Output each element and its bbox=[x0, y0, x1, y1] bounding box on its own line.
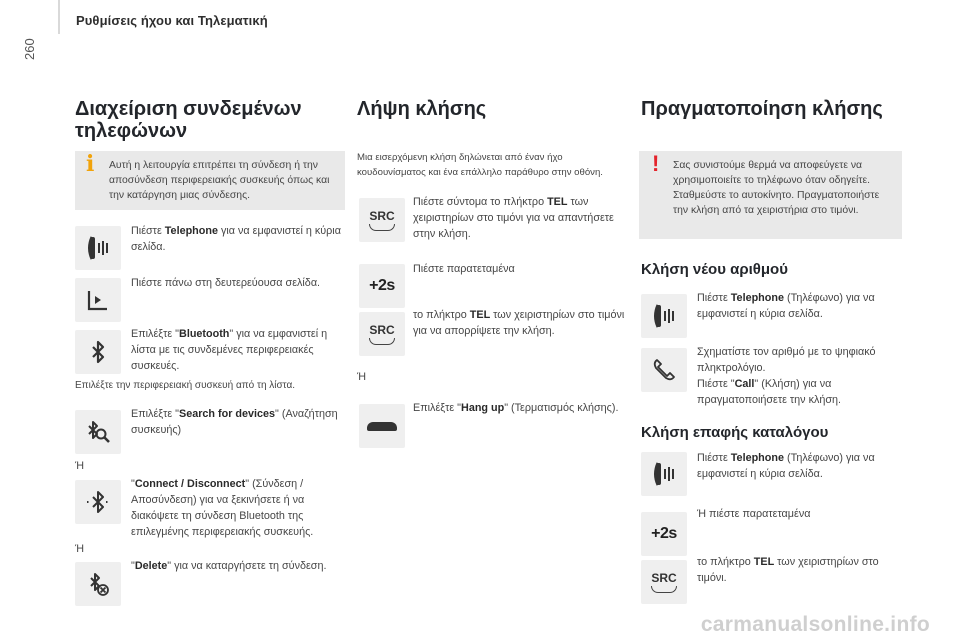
phone-handset-icon bbox=[83, 233, 113, 263]
telephone-icon-box bbox=[75, 226, 121, 270]
watermark: carmanualsonline.info bbox=[700, 613, 930, 636]
long-press-icon: +2s bbox=[651, 525, 677, 542]
bluetooth-connect-icon bbox=[83, 487, 113, 517]
menu-icon bbox=[83, 285, 113, 315]
section-title-receive-call: Λήψη κλήσης bbox=[357, 98, 487, 120]
or-label: Ή bbox=[75, 543, 85, 555]
step-tel-button: το πλήκτρο TEL των χειριστηρίων στο τιμόνι. bbox=[697, 556, 879, 584]
note-select-device: Επιλέξτε την περιφερειακή συσκευή από τη λίστα. bbox=[75, 380, 296, 391]
info-icon: i bbox=[86, 151, 95, 177]
src-button-icon: SRC bbox=[651, 572, 677, 593]
warning-box: ! Σας συνιστούμε θερμά να αποφεύγετε να χρησιμοποιείτε το τηλέφωνο όταν οδηγείτε. Σταθμεύστε το αυτοκίνητο. Πραγματοποιήστε την κλήση από τα χειριστήρια στο τιμόνι. bbox=[639, 151, 902, 239]
hang-up-box bbox=[359, 404, 405, 448]
long-press-icon: +2s bbox=[369, 277, 395, 294]
step-hang-up: Επιλέξτε "Hang up" (Τερματισμός κλήσης). bbox=[413, 402, 619, 414]
step-telephone: Πιέστε Telephone (Τηλέφωνο) για να εμφανιστεί η κύρια σελίδα. bbox=[697, 292, 875, 320]
step-long-press: Πιέστε παρατεταμένα bbox=[413, 263, 515, 275]
src-button-box bbox=[359, 198, 405, 242]
bluetooth-search-icon bbox=[83, 417, 113, 447]
call-handset-icon bbox=[649, 355, 679, 385]
src-button-box bbox=[359, 312, 405, 356]
step-connect-disconnect: "Connect / Disconnect" (Σύνδεση / Αποσύνδεση) για να ξεκινήσετε ή να διακόψετε τη σύνδεση Bluetooth της επιλεγμένης περιφερειακής συσκευής. bbox=[131, 478, 314, 538]
phone-handset-icon bbox=[649, 301, 679, 331]
step-long-press: Ή πιέστε παρατεταμένα bbox=[697, 508, 811, 520]
step-delete: "Delete" για να καταργήσετε τη σύνδεση. bbox=[131, 560, 327, 572]
bluetooth-delete-icon bbox=[83, 569, 113, 599]
long-press-box bbox=[359, 264, 405, 308]
bluetooth-icon bbox=[83, 337, 113, 367]
telephone-icon-box bbox=[641, 452, 687, 496]
page-header: Ρυθμίσεις ήχου και Τηλεματική bbox=[76, 13, 268, 28]
subsection-contact-call: Κλήση επαφής καταλόγου bbox=[641, 424, 829, 441]
menu-icon-box bbox=[75, 278, 121, 322]
hang-up-icon bbox=[367, 422, 397, 431]
search-devices-icon-box bbox=[75, 410, 121, 454]
step-secondary-page: Πιέστε πάνω στη δευτερεύουσα σελίδα. bbox=[131, 277, 321, 289]
subsection-new-number: Κλήση νέου αριθμού bbox=[641, 261, 788, 278]
header-bar bbox=[58, 0, 60, 34]
telephone-icon-box bbox=[641, 294, 687, 338]
column-make-call bbox=[641, 98, 906, 585]
src-button-icon: SRC bbox=[369, 210, 395, 231]
or-label: Ή bbox=[75, 460, 85, 472]
page-number: 260 bbox=[22, 38, 37, 60]
connect-icon-box bbox=[75, 480, 121, 524]
or-label: Ή bbox=[357, 371, 367, 383]
phone-handset-icon bbox=[649, 459, 679, 489]
info-box: i Αυτή η λειτουργία επιτρέπει τη σύνδεση ή την αποσύνδεση περιφερειακής συσκευής όπως και την κατάργηση μιας σύνδεσης. bbox=[75, 151, 345, 210]
delete-icon-box bbox=[75, 562, 121, 606]
step-bluetooth: Επιλέξτε "Bluetooth" για να εμφανιστεί η λίστα με τις συνδεμένες περιφερειακές συσκευές. bbox=[131, 328, 328, 372]
long-press-box bbox=[641, 512, 687, 556]
call-icon-box bbox=[641, 348, 687, 392]
step-reject: το πλήκτρο TEL των χειριστηρίων στο τιμόνι για να απορρίψετε την κλήση. bbox=[413, 309, 625, 337]
src-button-icon: SRC bbox=[369, 324, 395, 345]
column-manage-phones bbox=[75, 98, 345, 572]
intro-text: Μια εισερχόμενη κλήση δηλώνεται από έναν ήχο κουδουνίσματος και ένα επάλληλο παράθυρο στην οθόνη. bbox=[357, 152, 603, 178]
step-telephone: Πιέστε Telephone (Τηλέφωνο) για να εμφανιστεί η κύρια σελίδα. bbox=[697, 452, 875, 480]
bluetooth-icon-box bbox=[75, 330, 121, 374]
step-dial-number: Σχηματίστε τον αριθμό με το ψηφιακό πληκτρολόγιο. Πιέστε "Call" (Κλήση) για να πραγματοποιήσετε την κλήση. bbox=[697, 346, 876, 406]
section-title-make-call: Πραγματοποίηση κλήσης bbox=[641, 98, 883, 120]
src-button-box bbox=[641, 560, 687, 604]
step-search-devices: Επιλέξτε "Search for devices" (Αναζήτηση συσκευής) bbox=[131, 408, 338, 436]
column-receive-call bbox=[357, 98, 629, 414]
step-answer: Πιέστε σύντομα το πλήκτρο TEL των χειριστηρίων στο τιμόνι για να απαντήσετε στην κλήση. bbox=[413, 196, 614, 240]
step-telephone: Πιέστε Telephone για να εμφανιστεί η κύρια σελίδα. bbox=[131, 225, 341, 253]
section-title-manage-phones: Διαχείριση συνδεμένων τηλεφώνων bbox=[75, 98, 302, 142]
warning-icon: ! bbox=[652, 151, 660, 176]
